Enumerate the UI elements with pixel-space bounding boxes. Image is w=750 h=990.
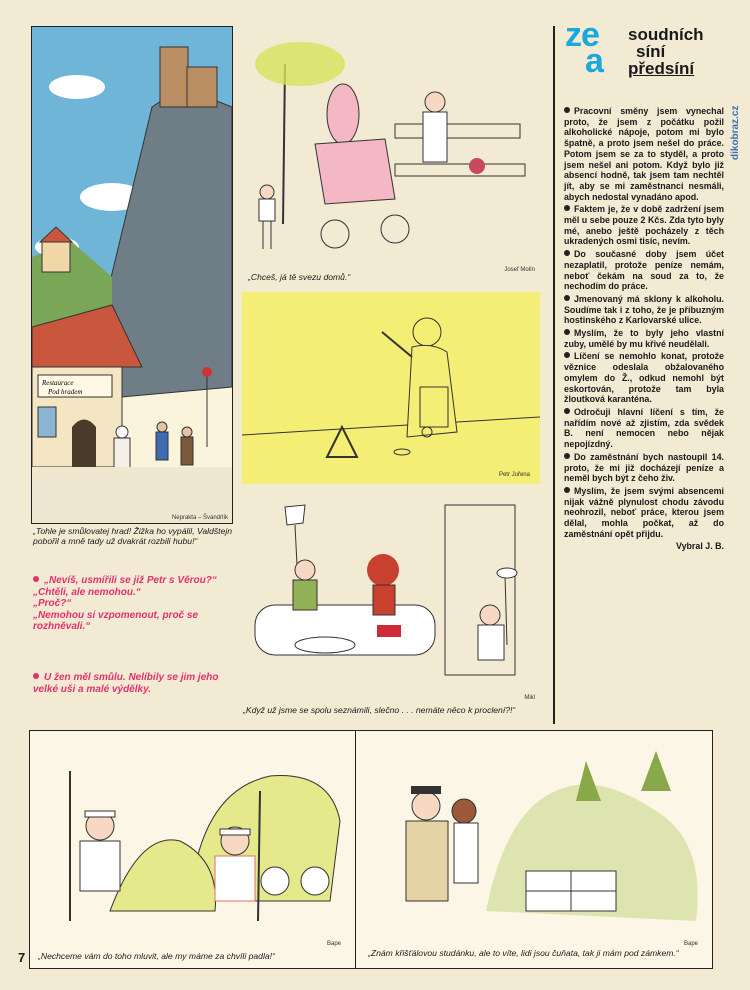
customs-illustration	[245, 495, 545, 705]
quote-item: Líčení se nemohlo konat, protože věznice odeslala obžalovaného omylem do Ž., odkud nemohl být eskortován, protože tam byla žloutková karanténa.	[564, 351, 724, 405]
customs-caption: „Když už jsme se spolu seznámili, slečno . . . nemáte něco k proclení?!“	[243, 705, 516, 715]
site-mark: dikobraz.cz	[730, 105, 741, 160]
cartoon-credit: Josef Molín	[504, 267, 535, 273]
cartoon-credit: Bape	[683, 941, 698, 947]
pink-joke-dialogue	[33, 575, 238, 633]
quote-item: Jmenovaný má sklony k alkoholu. Soudíme tak i z toho, že je příbuzným hostinského z Karlovarské ulice.	[564, 293, 724, 326]
logo-ze	[565, 16, 603, 80]
cartoon-stroller	[245, 24, 545, 279]
quote-item: Myslím, že jsem svými absencemi nijak vážně plynulost chodu závodu neohrozil, neboť práce, kterou jsem dělal, mohla počkat, až do zaměstnání opět přijdu.	[564, 485, 724, 539]
title-line3: předsíní	[628, 59, 695, 78]
title-line1: soudních	[628, 25, 704, 44]
page-number: 7	[18, 950, 26, 965]
joke-line: „Chtěli, ale nemohou.“	[33, 586, 141, 598]
column-signature: Vybral J. B.	[675, 541, 724, 552]
logo-a-text: a	[585, 42, 603, 80]
cartoon-credit: Mikl	[524, 695, 535, 701]
cartoon-credit: Neprakta – Švandrlík	[171, 515, 228, 521]
stroller-caption: „Chceš, já tě svezu domů.“	[248, 272, 351, 282]
cartoon-credit: Petr Juřena	[498, 472, 530, 478]
spring-illustration	[356, 731, 712, 941]
cartoon-castle	[31, 26, 233, 524]
quote-item: Odročuji hlavní líčení s tím, že nařídím nové až zjistím, zda svědek B. není nemocen nebo nějak nepojízdný.	[564, 406, 724, 450]
joke-line: „Proč?“	[33, 598, 72, 609]
joke-line: „Nevíš, usmířili se již Petr s Věrou?“	[33, 575, 238, 587]
cartoon-customs	[245, 495, 545, 705]
quote-item: Faktem je, že v době zadržení jsem měl u sebe pouze 2 Kčs. Zda tyto byly mé, anebo ještě pocházely z těch ukradených osmi tisíc, nevím.	[564, 204, 724, 247]
haystack-caption: „Nechceme vám do toho mluvit, ale my máme za chvíli padla!“	[38, 951, 275, 961]
logo-ze-text: ze	[565, 16, 599, 54]
haystack-illustration	[30, 731, 355, 941]
cartoon-credit: Bape	[326, 941, 341, 947]
column-rule	[553, 26, 555, 724]
quote-item: Do současné doby jsem účet nezaplatil, protože peníze nemám, neboť čekám na soud za to, že nechodím do práce.	[564, 249, 724, 292]
quote-item: Pracovní směny jsem vynechal proto, že jsem z počátku požil alkoholické nápoje, potom mi bylo špatně, a proto jsem nešel do práce. Potom jsem se za to styděl, a proto jsem nešel ani potom. Když bylo již absencí hodně, tak jsem tam nechtěl jít, aby se mi zaměstnanci nesmáli, abych nedostal vynadáno apod.	[564, 106, 724, 202]
castle-caption: „Tohle je smůlovatej hrad! Žižka ho vypálil, Valdštejn pobořil a mně tady už dvakrát rozbili hubu!“	[33, 526, 233, 546]
sign-text: Restaurace	[42, 379, 74, 387]
stroller-illustration	[245, 24, 545, 279]
pink-joke-ears: U žen měl smůlu. Nelíbily se jim jeho velké uši a malé výdělky.	[33, 672, 219, 695]
cartoon-haystack	[29, 730, 356, 969]
section-title	[628, 26, 704, 77]
cartoon-spring	[355, 730, 713, 969]
castle-illustration	[32, 27, 232, 523]
title-line2: síní	[636, 42, 666, 61]
hitchhiker-illustration	[242, 292, 540, 484]
spring-caption: „Znám křišťálovou studánku, ale to víte, lidi jsou čuňata, tak ji mám pod zámkem.“	[368, 948, 679, 958]
svg-text:Pod hradem: Pod hradem	[48, 388, 83, 396]
joke-line: „Nemohou si vzpomenout, proč se rozhněvali.“	[33, 609, 199, 632]
court-quotes-column	[564, 106, 724, 554]
quote-item: Myslím, že to byly jeho vlastní zuby, umělé by mu křivé neudělali.	[564, 328, 724, 349]
quote-item: Do zaměstnání bych nastoupil 14. proto, že mi již docházejí peníze a neměl bych být z čeho živ.	[564, 451, 724, 484]
cartoon-hitchhiker	[242, 292, 540, 484]
